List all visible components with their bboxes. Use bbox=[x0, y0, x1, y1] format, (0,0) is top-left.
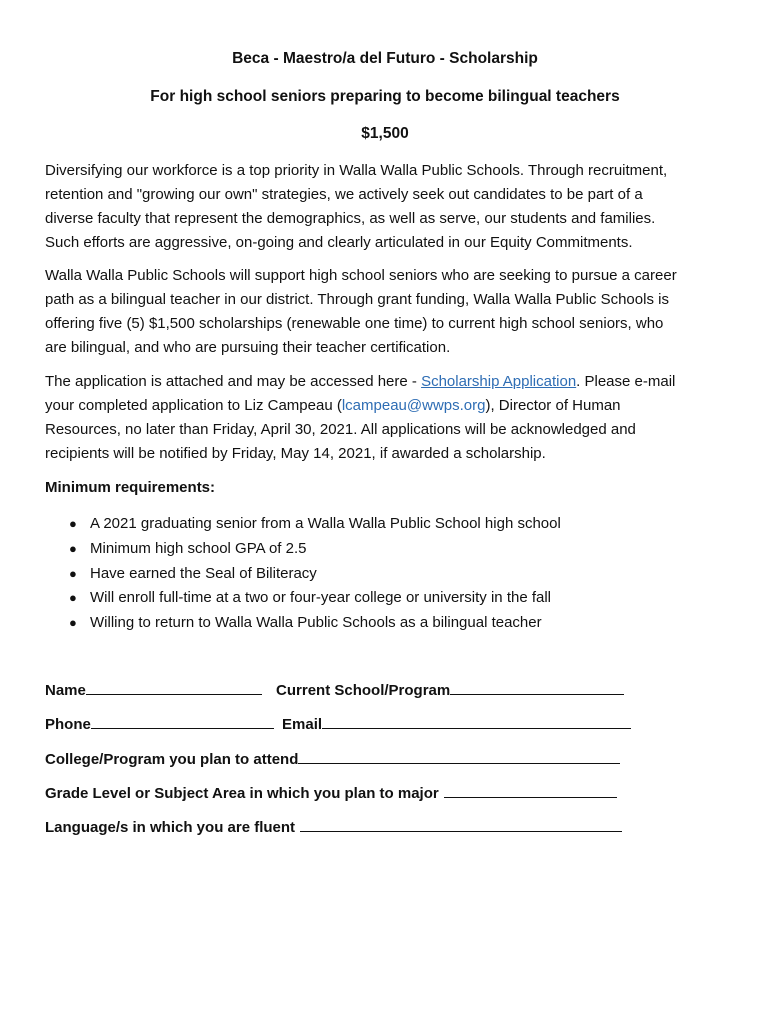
intro-line: retention and "growing our own" strategies, we actively seek out candidates to be part of a bbox=[45, 186, 643, 203]
bullet-icon: ● bbox=[69, 590, 77, 606]
phone-field[interactable] bbox=[91, 714, 274, 729]
application-line: The application is attached and may be accessed here - Scholarship Application. Please e-mail bbox=[45, 373, 676, 390]
list-item: ● A 2021 graduating senior from a Walla Walla Public School high school bbox=[45, 512, 561, 537]
form-row-major bbox=[45, 783, 617, 802]
scholarship-amount: $1,500 bbox=[361, 125, 409, 142]
page-title: Beca - Maestro/a del Futuro - Scholarship bbox=[232, 50, 538, 67]
language-label: Language/s in which you are fluent bbox=[45, 819, 296, 836]
intro-paragraph bbox=[45, 159, 735, 255]
scholarship-application-link[interactable]: Scholarship Application bbox=[421, 373, 577, 390]
form-row-language bbox=[45, 817, 622, 836]
list-item: ● Willing to return to Walla Walla Public Schools as a bilingual teacher bbox=[45, 611, 561, 636]
email-field[interactable] bbox=[322, 714, 631, 729]
list-item: ● Have earned the Seal of Biliteracy bbox=[45, 562, 561, 587]
application-line: Resources, no later than Friday, April 30, 2021. All applications will be acknowledged and bbox=[45, 421, 636, 438]
page-subtitle: For high school seniors preparing to become bilingual teachers bbox=[150, 88, 620, 105]
email-label: Email bbox=[282, 716, 323, 733]
support-line: path as a bilingual teacher in our district. Through grant funding, Walla Walla Public Schools is bbox=[45, 291, 669, 308]
requirements-title: Minimum requirements: bbox=[45, 479, 216, 496]
major-label: Grade Level or Subject Area in which you plan to major bbox=[45, 785, 439, 802]
support-line: Walla Walla Public Schools will support high school seniors who are seeking to pursue a career bbox=[45, 267, 677, 284]
college-field[interactable] bbox=[298, 749, 620, 764]
phone-label: Phone bbox=[45, 716, 91, 733]
bullet-icon: ● bbox=[69, 516, 77, 531]
language-field[interactable] bbox=[300, 817, 622, 832]
intro-line: Diversifying our workforce is a top priority in Walla Walla Public Schools. Through recruitment, bbox=[45, 162, 668, 179]
college-label: College/Program you plan to attend bbox=[45, 751, 299, 768]
list-item: ● Will enroll full-time at a two or four-year college or university in the fall bbox=[45, 586, 561, 611]
intro-line: diverse faculty that represent the demographics, as well as serve, our students and families. bbox=[45, 210, 656, 227]
bullet-icon: ● bbox=[69, 565, 77, 581]
name-label: Name bbox=[45, 682, 86, 699]
application-paragraph bbox=[45, 370, 735, 466]
support-paragraph bbox=[45, 264, 735, 360]
school-field[interactable] bbox=[450, 680, 624, 695]
requirements-list bbox=[45, 512, 561, 636]
major-field[interactable] bbox=[444, 783, 617, 798]
bullet-icon: ● bbox=[69, 615, 77, 631]
application-line: recipients will be notified by Friday, May 14, 2021, if awarded a scholarship. bbox=[45, 445, 546, 462]
form-row-college bbox=[45, 749, 620, 768]
support-line: are bilingual, and who are pursuing their teacher certification. bbox=[45, 339, 451, 356]
application-line: your completed application to Liz Campeau (lcampeau@wwps.org), Director of Human bbox=[45, 397, 621, 414]
intro-line: Such efforts are aggressive, on-going and clearly articulated in our Equity Commitments. bbox=[45, 234, 633, 251]
name-field[interactable] bbox=[86, 680, 262, 695]
list-item: ● Minimum high school GPA of 2.5 bbox=[45, 537, 561, 562]
form-row-phone-email bbox=[45, 714, 631, 733]
form-row-name-school bbox=[45, 680, 624, 699]
email-link[interactable]: lcampeau@wwps.org bbox=[341, 397, 486, 414]
bullet-icon: ● bbox=[69, 540, 77, 556]
school-label: Current School/Program bbox=[276, 682, 451, 699]
support-line: offering five (5) $1,500 scholarships (renewable one time) to current high school seniors, who bbox=[45, 315, 664, 332]
